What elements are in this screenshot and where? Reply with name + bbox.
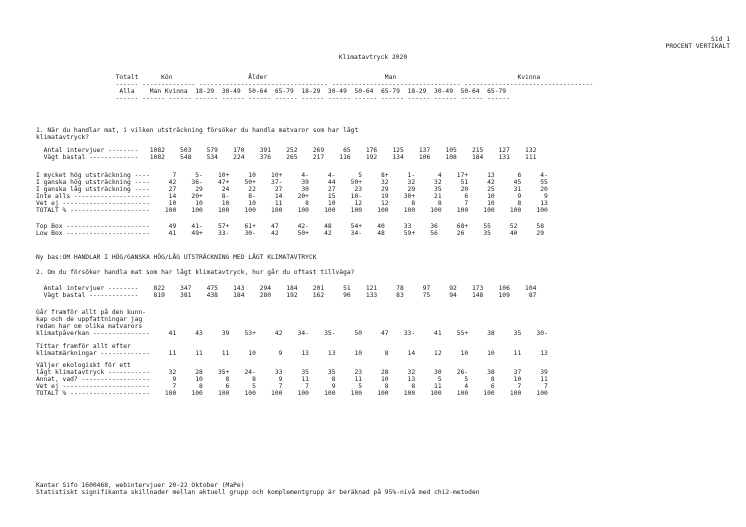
report-subtitle: PROCENT VERTIKALT: [665, 43, 730, 50]
banner-separator: ------ -------------- ---------------------------------- ---------------------------------- ----------------------------------: [36, 81, 594, 88]
table-row: TOTALT % --------------------- 100 100 100 100 100 100 100 100 100 100 100 100 100 100 100: [36, 207, 548, 214]
table-row: Tittar framför allt efter: [36, 343, 131, 350]
banner-header-row: Totalt Kön Ålder Man Kvinna: [36, 74, 541, 81]
table-row: Vet ej ----------------------- 10 10 10 10 11 8 10 12 12 8 8 7 10 8 13: [36, 200, 548, 207]
base-note: Ny bas:OM HANDLAR I HÖG/GANSKA HÖG/LÅG UTSTRÄCKNING MED LÅGT KLIMATAVTRYCK: [36, 254, 317, 261]
report-title: Klimatavtryck 2020: [338, 54, 408, 61]
table-row: klimatpåverkan --------------- 41 43 39 53+ 42 34- 35- 50 47 33- 41 55+ 38 35 30-: [36, 330, 548, 337]
table-row: klimatmärkningar ------------- 11 11 11 10 9 13 13 10 8 14 12 10 10 11 13: [36, 350, 548, 357]
table-row: Top Box ---------------------- 49 41- 57+ 61+ 47 42- 48 54+ 40 33 36 68+ 55 52 58: [36, 223, 545, 230]
question-1-text: 1. När du handlar mat, i vilken utsträckning försöker du handla matvaror som har lågt: [36, 127, 359, 134]
banner-column-labels: Alla Man Kvinna 18-29 30-49 50-64 65-79 18-29 30-49 50-64 65-79 18-29 30-49 50-64 65-79: [36, 88, 507, 95]
table-row: Vet ej ----------------------- 7 8 6 5 7 7 9 5 8 8 11 4 6 7 7: [36, 383, 548, 390]
table-row: redan har om olika matvarors: [36, 323, 143, 330]
table-row: Går framför allt på den kunn-: [36, 309, 146, 316]
footer-source: Kantar Sifo 1600468, webintervjuer 20-22 Oktober (MaPe): [36, 482, 245, 489]
table-row: I ganska hög utsträckning ---- 42 36- 47+ 50+ 37- 39 44 50+ 32 32 32 51 42 45 55: [36, 179, 548, 186]
table-row: kap och de uppfattningar jag: [36, 316, 143, 323]
base-row: Vägt bastal ------------- 1082 548 534 224 376 265 217 116 192 134 106 108 184 131 111: [36, 154, 537, 161]
base-row: Antal intervjuer -------- 822 347 475 143 294 184 201 51 121 78 97 92 173 106 104: [36, 285, 537, 292]
table-row: I ganska låg utsträckning ---- 27 29 24 22 27 30 27 23 29 29 35 20 25 31 20: [36, 186, 548, 193]
question-1-text: klimatavtryck?: [36, 134, 90, 141]
table-row: Low Box ---------------------- 41 49+ 33- 30- 42 50+ 42 34- 48 59+ 56 26 35 40 29: [36, 230, 545, 237]
base-row: Vägt bastal ------------- 819 381 438 184 280 192 162 90 133 83 75 94 148 109 87: [36, 292, 537, 299]
base-row: Antal intervjuer -------- 1082 503 579 170 391 252 269 65 176 125 137 105 215 127 132: [36, 147, 537, 154]
table-row: TOTALT % --------------------- 100 100 100 100 100 100 100 100 100 100 100 100 100 100 100: [36, 390, 548, 397]
banner-separator: ------ ------ ------ ------ ------ ------ ------ ------ ------ ------ ------ ------ ------ ------ ------: [36, 95, 510, 102]
footer-note: Statistiskt signifikanta skillnader mellan aktuell grupp och komplementgrupp är beräknad på 95%-nivå med chi2-metoden: [36, 489, 480, 496]
table-row: Väljer ekologiskt för ett: [36, 362, 131, 369]
table-row: lågt klimatavtryck ----------- 32 28 35+ 24- 33 35 35 23 28 32 30 26- 38 37 39: [36, 369, 548, 376]
page-number: Sid 1: [711, 36, 730, 43]
table-row: Inte alls -------------------- 14 20+ 8- 8- 14 20+ 15 10- 19 30+ 21 6 10 9 9: [36, 193, 548, 200]
question-2-text: 2. Om du försöker handla mat som har lågt klimatavtryck, hur går du oftast tillväga?: [36, 269, 355, 276]
table-row: I mycket hög utsträckning ---- 7 5- 10+ 10 10+ 4- 4- 5 8+ 1- 4 17+ 13 6 4-: [36, 172, 548, 179]
table-row: Annat, vad? ------------------ 9 10 8 8 9 11 8 11 10 13 5 5 8 10 11: [36, 376, 548, 383]
